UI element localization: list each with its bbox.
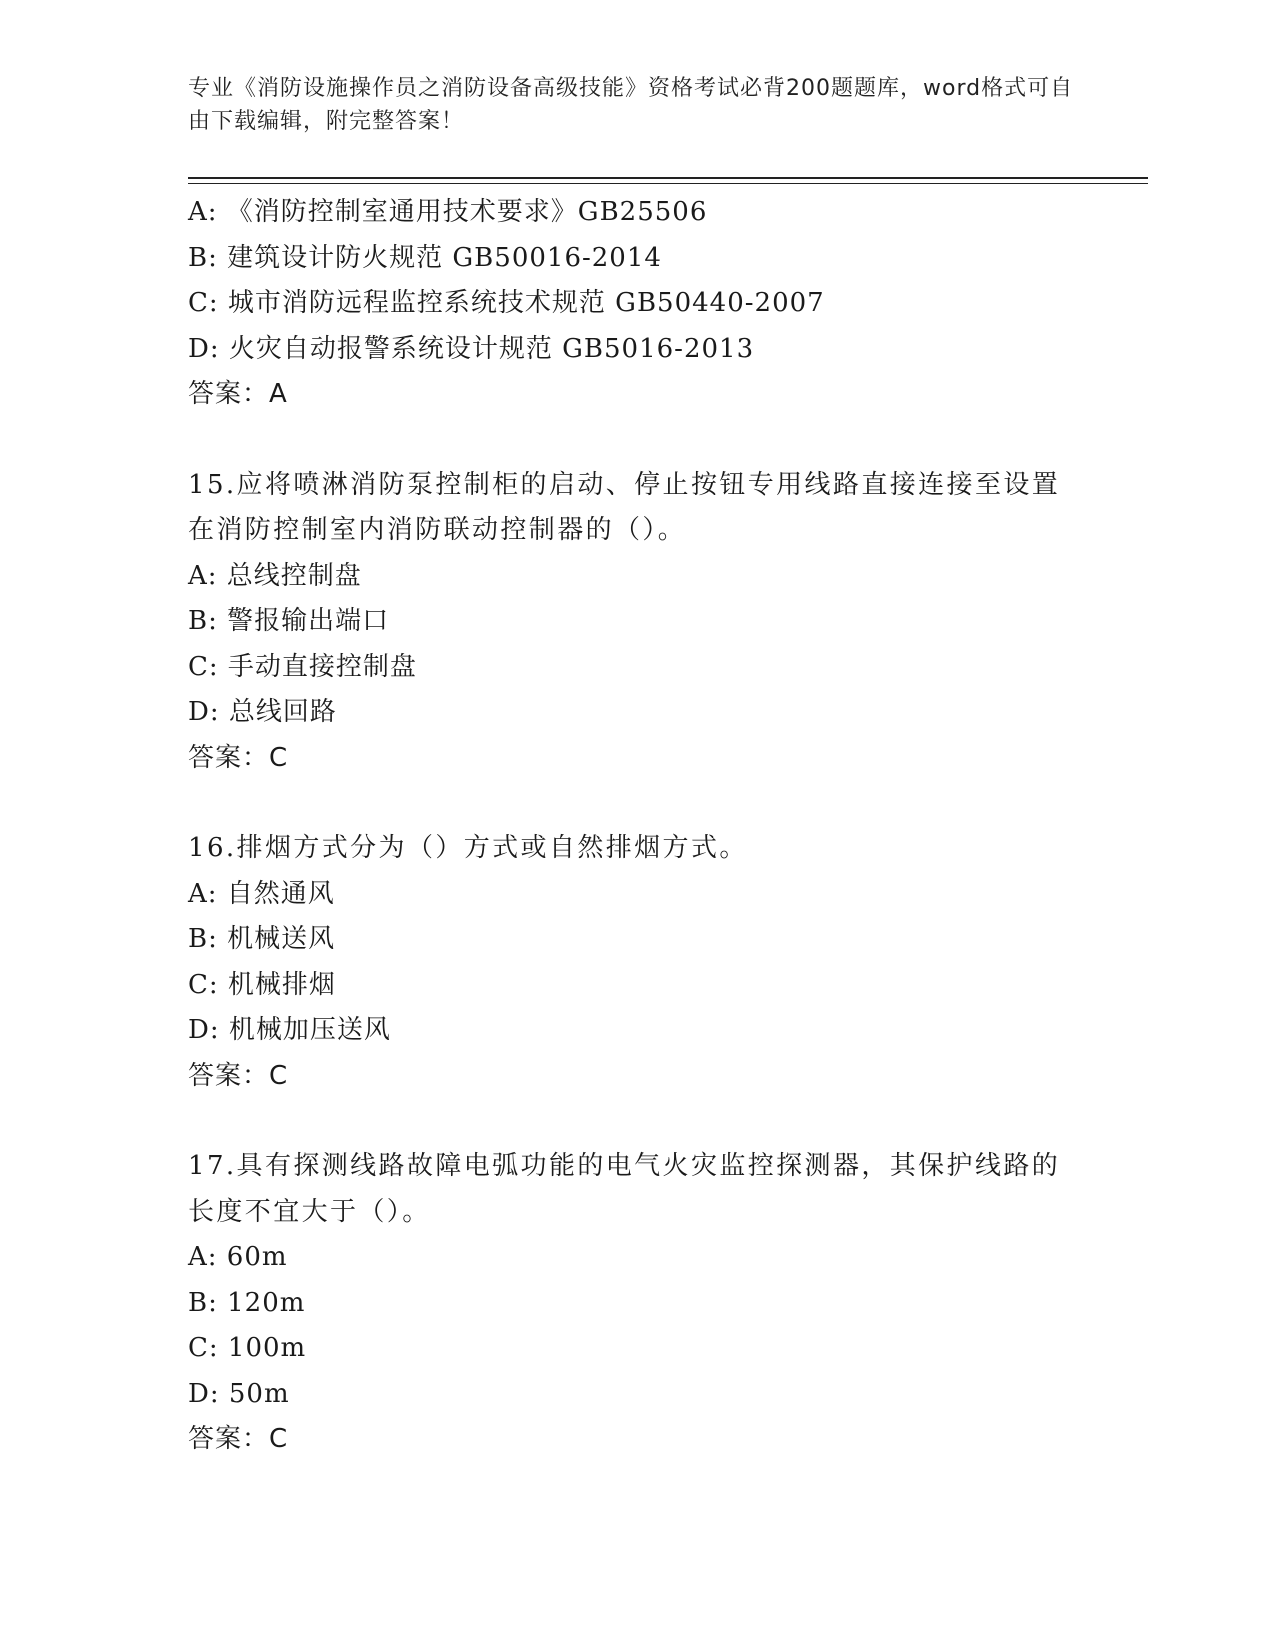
question-15 xyxy=(188,463,1088,782)
answer: 答案：C xyxy=(188,742,289,773)
question-17 xyxy=(188,1144,1088,1463)
question-14-continued xyxy=(188,190,1088,418)
option-a: A: 60m xyxy=(188,1242,288,1272)
option-c: C: 机械排烟 xyxy=(188,969,336,1000)
option-d: D: 机械加压送风 xyxy=(188,1015,391,1045)
option-c: C: 100m xyxy=(188,1333,307,1363)
option-d: D: 50m xyxy=(188,1378,290,1409)
header-rule-thick xyxy=(188,177,1148,179)
header-rule-thin xyxy=(188,183,1148,184)
option-a: A: 《消防控制室通用技术要求》GB25506 xyxy=(188,197,708,227)
option-a: A: 总线控制盘 xyxy=(188,560,362,591)
option-c: C: 城市消防远程监控系统技术规范 GB50440-2007 xyxy=(188,288,825,318)
spacer xyxy=(188,418,1088,463)
answer: 答案：C xyxy=(188,1060,289,1091)
option-b: B: 机械送风 xyxy=(188,924,336,954)
option-a: A: 自然通风 xyxy=(188,878,335,909)
question-stem-continued: 在消防控制室内消防联动控制器的（）。 xyxy=(188,515,687,545)
question-stem: 15.应将喷淋消防泵控制柜的启动、停止按钮专用线路直接连接至设置 xyxy=(188,469,1061,500)
question-list xyxy=(188,190,1088,1463)
document-header: 专业《消防设施操作员之消防设备高级技能》资格考试必背200题题库，word格式可自由下载编辑，附完整答案！ xyxy=(188,76,1074,134)
question-16 xyxy=(188,826,1088,1099)
option-b: B: 建筑设计防火规范 GB50016-2014 xyxy=(188,242,662,273)
option-c: C: 手动直接控制盘 xyxy=(188,651,417,682)
question-stem: 17.具有探测线路故障电弧功能的电气火灾监控探测器，其保护线路的 xyxy=(188,1151,1061,1181)
option-d: D: 火灾自动报警系统设计规范 GB5016-2013 xyxy=(188,333,755,364)
answer: 答案：A xyxy=(188,379,288,409)
spacer xyxy=(188,781,1088,826)
option-d: D: 总线回路 xyxy=(188,697,337,727)
question-stem: 16.排烟方式分为（）方式或自然排烟方式。 xyxy=(188,833,748,863)
option-b: B: 120m xyxy=(188,1287,306,1318)
spacer xyxy=(188,1099,1088,1144)
question-stem-continued: 长度不宜大于（）。 xyxy=(188,1196,431,1227)
answer: 答案：C xyxy=(188,1424,289,1454)
option-b: B: 警报输出端口 xyxy=(188,606,390,636)
